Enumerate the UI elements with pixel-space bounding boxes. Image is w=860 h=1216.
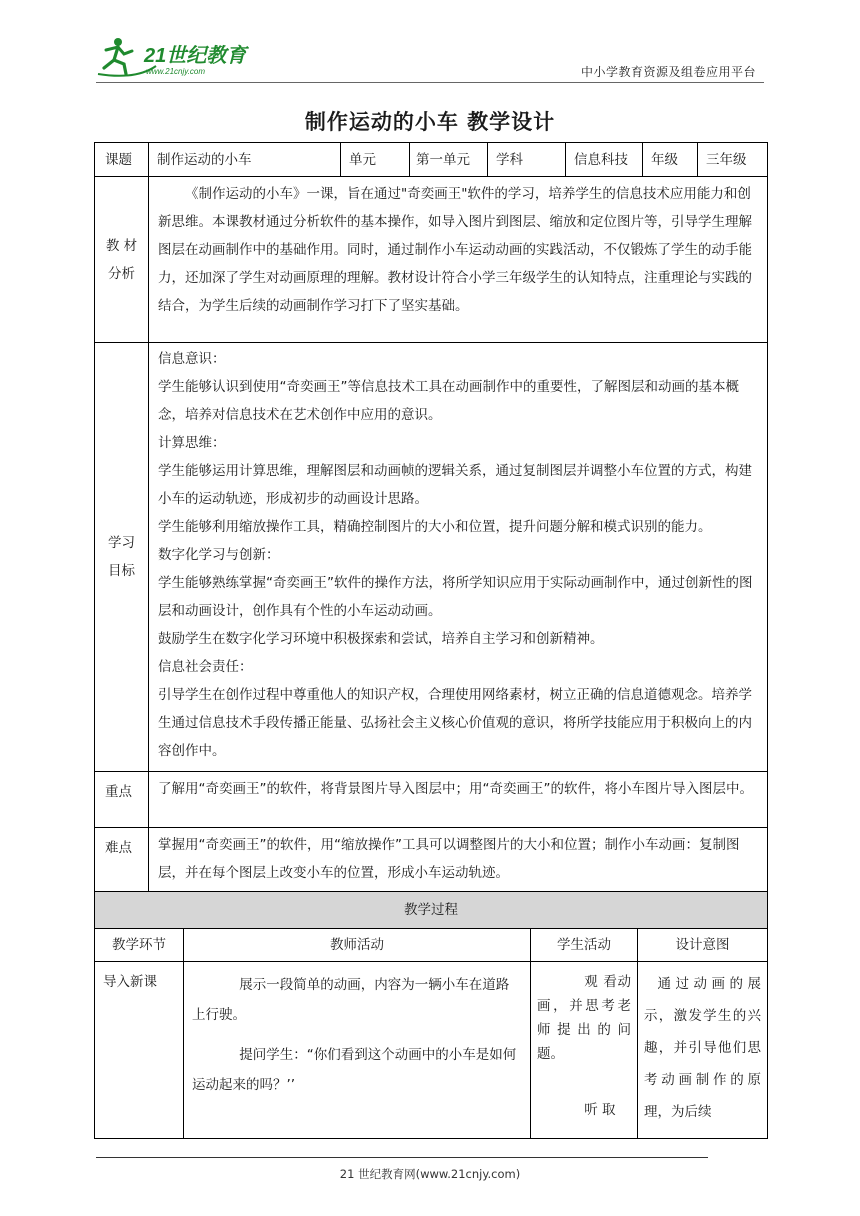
course-value: 制作运动的小车	[149, 143, 341, 177]
header-stage: 教学环节	[95, 929, 184, 962]
platform-name: 中小学教育资源及组卷应用平台	[580, 65, 756, 79]
runner-logo-icon	[96, 36, 266, 80]
material-label	[95, 177, 149, 343]
logo-sub-text: www.21cnjy.com	[146, 67, 205, 76]
goals-row	[95, 343, 768, 772]
goal-item: 引导学生在创作过程中尊重他人的知识产权，合理使用网络素材，树立正确的信息道德观念。培养学生通过信息技术手段传播正能量、弘扬社会主义核心价值观的意识，将所学技能应用于积极向上的内容创作中。	[158, 687, 752, 759]
goal-item: 鼓励学生在数字化学习环境中积极探索和尝试，培养自主学习和创新精神。	[158, 631, 604, 647]
material-text: 《制作运动的小车》一课，旨在通过"奇奕画王"软件的学习，培养学生的信息技术应用能力和创新思维。本课教材通过分析软件的基本操作，如导入图片到图层、缩放和定位图片等，引导学生理解图层在动画制作中的基础作用。同时，通过制作小车运动动画的实践活动，不仅锻炼了学生的动手能力，还加深了学生对动画原理的理解。教材设计符合小学三年级学生的认知特点，注重理论与实践的结合，为学生后续的动画制作学习打下了坚实基础。	[158, 186, 752, 314]
footer-text: 21 世纪教育网(www.21cnjy.com)	[339, 1167, 521, 1181]
goal-item: 学生能够熟练掌握“奇奕画王”软件的操作方法，将所学知识应用于实际动画制作中，通过创新性的图层和动画设计，创作具有个性的小车运动动画。	[158, 575, 753, 619]
header-student: 学生活动	[531, 929, 638, 962]
teacher-activity-1: 展示一段简单的动画，内容为一辆小车在道路上行驶。	[192, 977, 510, 1023]
student-activity-2: 听 取	[584, 1102, 616, 1118]
key-points: 了解用“奇奕画王”的软件，将背景图片导入图层中；用“奇奕画王”的软件，将小车图片导入图层中。	[149, 772, 768, 828]
goal-heading: 数字化学习与创新：	[158, 547, 280, 563]
learning-goals	[149, 343, 768, 772]
goal-item: 学生能够认识到使用“奇奕画王”等信息技术工具在动画制作中的重要性，了解图层和动画的基本概念，培养对信息技术在艺术创作中应用的意识。	[158, 379, 739, 423]
design-intent-text: 通过动画的展示，激发学生的兴趣，并引导他们思考动画制作的原理，为后续	[644, 976, 761, 1120]
key-row	[95, 772, 768, 828]
course-label: 课题	[95, 143, 149, 177]
difficult-points: 掌握用“奇奕画王”的软件，用“缩放操作”工具可以调整图片的大小和位置；制作小车动画：复制图层，并在每个图层上改变小车的位置，形成小车运动轨迹。	[149, 828, 768, 908]
student-activity-1: 观 看动画，并思考老师提出的问题。	[537, 974, 631, 1062]
goals-label	[95, 343, 149, 772]
goal-heading: 信息社会责任：	[158, 659, 253, 675]
process-band-row	[95, 892, 768, 929]
material-row	[95, 177, 768, 343]
difficult-label: 难点	[95, 828, 149, 908]
teaching-process-table	[94, 891, 768, 1139]
site-logo	[96, 36, 266, 80]
lesson-info-table	[94, 142, 768, 908]
course-row	[95, 143, 768, 177]
unit-value: 第一单元	[410, 143, 488, 177]
goal-item: 学生能够利用缩放操作工具，精确控制图片的大小和位置，提升问题分解和模式识别的能力。	[158, 519, 712, 535]
header-divider	[96, 82, 764, 83]
key-label: 重点	[95, 772, 149, 828]
student-activity	[531, 962, 638, 1139]
footer-divider	[96, 1157, 708, 1158]
subject-value: 信息科技	[566, 143, 643, 177]
process-band: 教学过程	[95, 892, 768, 929]
material-label-line-1: 教 材	[105, 237, 138, 254]
goals-label-line-1: 学习	[108, 535, 135, 551]
goal-heading: 计算思维：	[158, 435, 226, 451]
header-teacher: 教师活动	[184, 929, 531, 962]
teacher-activity-2: 提问学生：“你们看到这个动画中的小车是如何运动起来的吗？’’	[192, 1047, 517, 1093]
subject-label: 学科	[488, 143, 566, 177]
grade-label: 年级	[643, 143, 698, 177]
grade-value: 三年级	[698, 143, 768, 177]
design-intent	[638, 962, 768, 1139]
table-row	[95, 962, 768, 1139]
logo-main-text: 21世纪教育	[144, 45, 247, 67]
goal-item: 学生能够运用计算思维，理解图层和动画帧的逻辑关系，通过复制图层并调整小车位置的方式，构建小车的运动轨迹，形成初步的动画设计思路。	[158, 463, 752, 507]
unit-label: 单元	[341, 143, 410, 177]
material-label-line-2: 分析	[108, 265, 135, 282]
material-analysis	[149, 177, 768, 343]
goals-label-line-2: 目标	[108, 563, 135, 579]
process-header-row	[95, 929, 768, 962]
header-design: 设计意图	[638, 929, 768, 962]
stage-cell: 导入新课	[95, 962, 184, 1139]
page-title: 制作运动的小车 教学设计	[304, 110, 556, 134]
goal-heading: 信息意识：	[158, 351, 226, 367]
teacher-activity	[184, 962, 531, 1139]
